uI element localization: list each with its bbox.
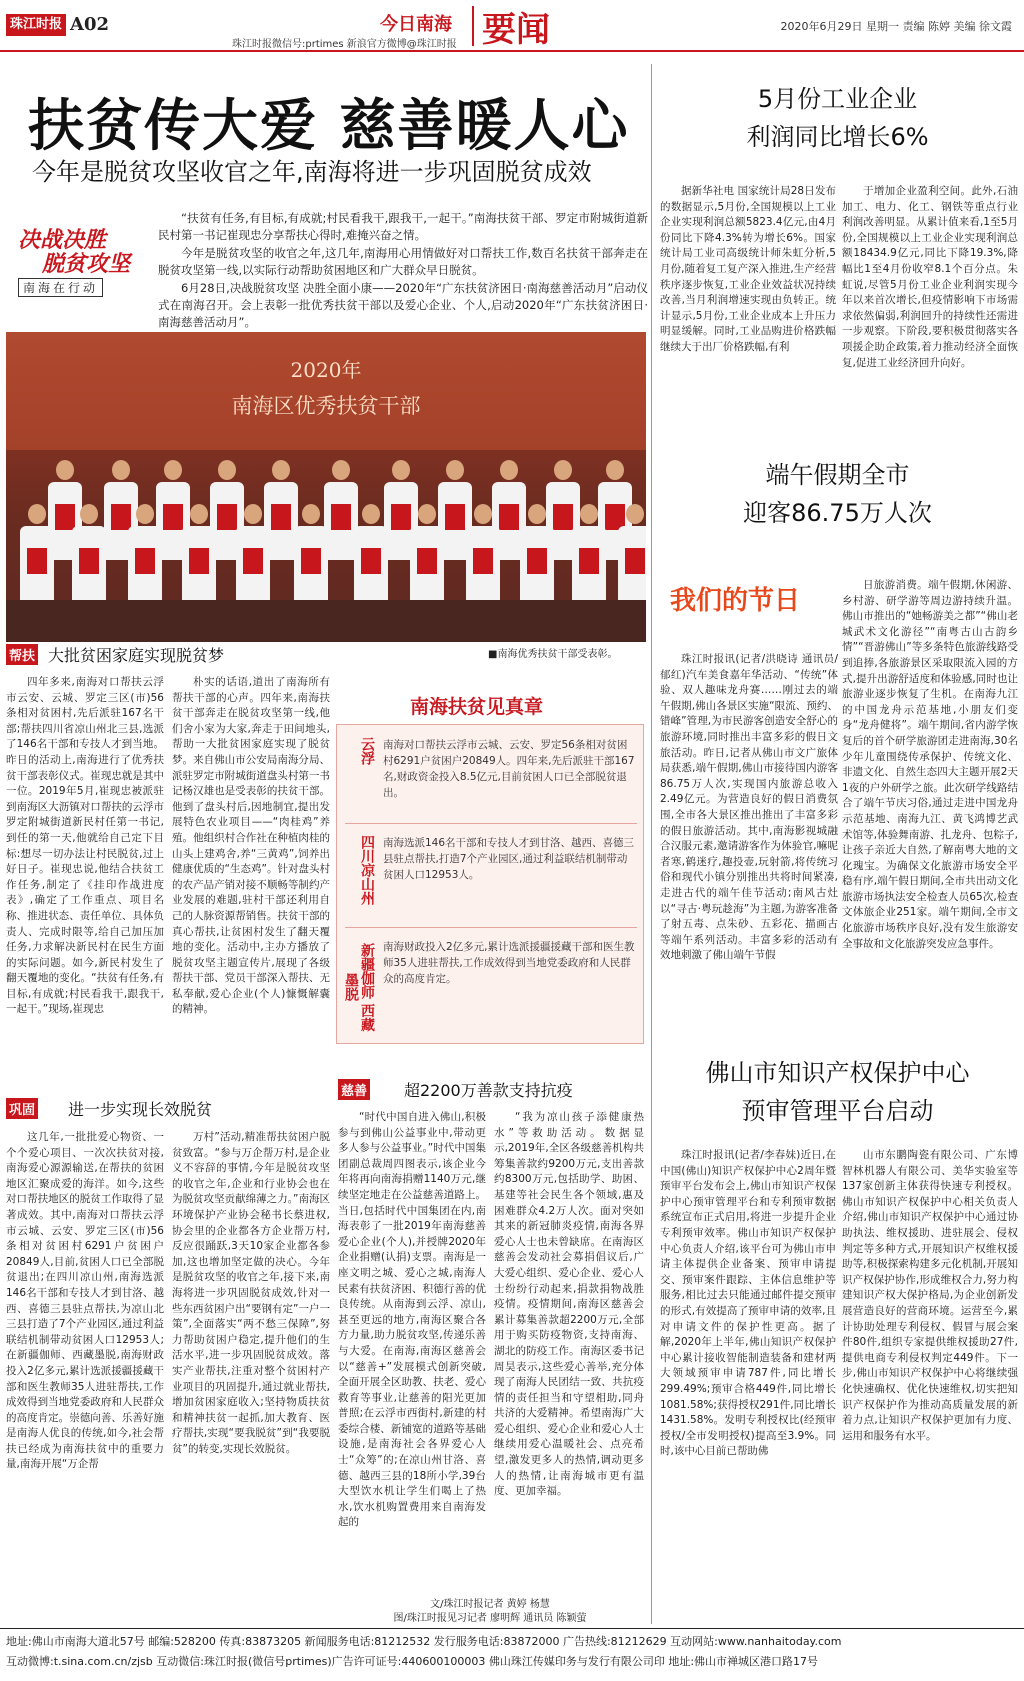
photo-person [20, 504, 54, 604]
photo-person [572, 504, 606, 604]
infobox-row-text: 南海对口帮扶云浮市云城、云安、罗定56条相对贫困村6291户贫困户20849人。四年来,先后派驻干部167名,财政资金投入8.5亿元,目前贫困人口已全部脱贫退出。 [383, 739, 635, 799]
infobox-row-label: 四川凉山州 [359, 835, 375, 905]
section-tag-consolidate: 巩固 [6, 1098, 38, 1119]
headline-line: 预审管理平台启动 [741, 1097, 934, 1125]
lead-intro-paragraph: 6月28日,决战脱贫攻坚 决胜全面小康——2020年“广东扶贫济困日·南海慈善活动月”启动仪式在南海召开。会上表彰一批优秀扶贫干部以及爱心企业、个人,启动2020年“广东扶贫济困日·南海慈善活动月”。 [158, 281, 648, 329]
article-headline [655, 1054, 1020, 1130]
footer-rule [0, 1628, 1024, 1629]
photo-stage [6, 600, 646, 642]
article-text: 珠江时报讯(记者/李春妹)近日,在中国(佛山)知识产权保护中心2周年暨预审平台发布会上,佛山市知识产权保护中心预审管理平台和专利预审数据系统宣布正式启用,将进一步提升企业专利预审效率。佛山市知识产权保护中心负责人介绍,该平台可为佛山市申请主体提供企业备案、预审申请提交、预审案件跟踪、主体信息维护等服务,相比过去只能通过邮件提交预审的形式,有效提高了预审申请的效率,且对申请文件的保护性更高。据了解,2020年上半年,佛山知识产权保护中心累计接收智能制造装备和建材两大领域预审申请787件,同比增长299.49%;预审合格449件,同比增长1081.58%;获得授权291件,同比增长1431.58%。发明专利授权比(经预审授权/全市发明授权)提高至3.9%。同时,该中心目前已帮助佛 [660, 1149, 836, 1458]
section-title-consolidate: 进一步实现长效脱贫 [68, 1100, 213, 1119]
photo-person [520, 504, 554, 604]
article-text: “时代中国自进入佛山,积极参与到佛山公益事业中,带动更多人参与公益事业。”时代中国集团副总裁周四图表示,该企业今年将再向南海捐赠1140万元,继续坚定地走在公益慈善道路上。当日,包括时代中国集团在内,南海表彰了一批2019年南海慈善爱心企业(个人),并授牌2020年企业捐赠(认捐)支票。南海是一座文明之城、爱心之城,南海人民素有扶贫济困、积德行善的优良传统。从南海到云浮、凉山,甚至更远的地方,南海区聚合各方力量,助力脱贫攻坚,传递乐善与大爱。在南海,南海区慈善会以“慈善+”发展模式创新突破,全面开展全区助教、扶老、爱心救育等事业,让慈善的阳光更加普照;在云浮市西街村,新建的村委综合楼、新铺宽的道路等基础设施,是南海社会各界爱心人士“众筹”的;在凉山州甘洛、喜德、越西三县的18所小学,39台大型饮水机让学生们喝上了热水,饮水机购置费用来自南海发起的 [338, 1111, 486, 1529]
photo-backdrop-banner [6, 332, 646, 450]
campaign-logo-line1: 决战决胜 [18, 227, 107, 253]
article-column [842, 578, 1018, 952]
byline-text: 文/珠江时报记者 黄婷 杨慧 [430, 1599, 550, 1610]
campaign-logo-tag: 南海在行动 [18, 278, 103, 297]
infobox-divider [345, 927, 637, 928]
infobox-row-liangshan [345, 835, 637, 919]
article-text: 四年多来,南海对口帮扶云浮市云安、云城、罗定三区(市)56条相对贫困村,先后派驻167名干部;帮扶四川省凉山州北三县,选派了146名干部和专技人才到当地。昨日的活动上,南海进行了优秀扶贫干部表彰仪式。崔现忠就是其中一位。2019年5月,崔现忠被派驻到南海区大沥镇对口帮扶的云浮市罗定附城街道新民村任第一书记,到任的第一天,他就给自己定下目标:想尽一切办法让村民脱贫,过上好日子。崔现忠说,他结合扶贫工作任务,制定了《挂印作战进度表》,确定了工作重点、项目名称、推进状态、责任单位、具体负责人、完成时限等,给自己加压加任务,力求解决新民村在民生方面的实际问题。如今,新民村发生了翻天覆地的变化。“扶贫有任务,有目标,有成就;村民看我干,跟我干,一起干。”现场,崔现忠 [6, 676, 164, 1016]
campaign-logo [18, 228, 140, 298]
newspaper-logo: 珠江时报 [6, 14, 66, 36]
article-headline [655, 456, 1020, 532]
headline-line: 端午假期全市 [765, 461, 910, 489]
article-text: 山市东鹏陶瓷有限公司、广东博智林机器人有限公司、美华实验室等137家创新主体获得快速专利授权。佛山市知识产权保护中心相关负责人介绍,佛山市知识产权保护中心通过协助执法、维权援助、进驻展会、侵权判定等多种方式,开展知识产权维权援助等,积极探索构建多元化机制,开展知识产权保护协作,形成维权合力,努力构建知识产权大保护格局,为企业创新发展营造良好的营商环境。运营至今,累计协助处理专利侵权、假冒与展会案件80件,组织专家提供维权援助27件,提供电商专利侵权判定449件。下一步,佛山市知识产权保护中心将继续强化快速确权、优化快速维权,切实把知识产权保护作为推动高质量发展的新着力点,让知识产权保护更加有力度、运用和服务有水平。 [842, 1149, 1018, 1442]
headline-line: 迎客86.75万人次 [743, 499, 932, 527]
headline-line: 5月份工业企业 [757, 85, 918, 113]
issue-date: 2020年6月29日 星期一 责编 陈婷 美编 徐文霞 [780, 20, 1012, 33]
headline-line: 佛山市知识产权保护中心 [705, 1059, 970, 1087]
infobox-row-xinjiang-tibet [345, 939, 637, 1035]
article-column [6, 1130, 164, 1473]
photo-person [72, 504, 106, 604]
article-column [660, 1148, 836, 1460]
masthead [0, 0, 1024, 52]
infobox [336, 724, 644, 1044]
festival-logo-text: 我们的节日 [670, 586, 801, 616]
lead-subheadline: 今年是脱贫攻坚收官之年,南海将进一步巩固脱贫成效 [32, 158, 592, 186]
article-text: 万村”活动,精准帮扶贫困户脱贫致富。“参与万企帮万村,是企业义不容辞的事情,今年是脱贫攻坚的收官之年,企业和行业协会也在为脱贫攻坚贡献绵薄之力。”南海区环境保护产业协会秘书长蔡进权,协会里的企业都各方企业帮万村,反应很踊跃,3天10家企业都各参加,这也增加坚定做的决心。今年是脱贫攻坚的收官之年,接下来,南海将进一步巩固脱贫成效,针对一些东西贫困户出“要钢有定”一户一策”,全面落实“两不愁三保障”,努力帮助贫困户稳定,提升他们的生活水平,进一步巩固脱贫成效。落实产业帮扶,注重对整个贫困村产业项目的巩固提升,通过就业帮扶,增加贫困家庭收入;坚持物质扶贫和精神扶贫一起抓,加大教育、医疗帮扶,实现“要我脱贫”到“我要脱贫”的转变,实现长效脱贫。 [172, 1131, 330, 1455]
infobox-divider [345, 823, 637, 824]
article-text: 于增加企业盈利空间。此外,石油加工、电力、化工、钢铁等重点行业利润改善明显。从累计值来看,1至5月份,全国规模以上工业企业实现利润总额18434.9亿元,同比下降19.3%,降幅比1至4月份收窄8.1个百分点。朱虹说,尽管5月份工业企业利润实现今年以来首次增长,但疫情影响下市场需求依然偏弱,利润回升的持续性还需进一步观察。下阶段,要积极贯彻落实各项援企助企政策,着力推动经济全面恢复,促进工业经济回升向好。 [842, 185, 1018, 369]
headline-line: 利润同比增长6% [746, 123, 929, 151]
lead-intro-paragraph: 今年是脱贫攻坚的收官之年,这几年,南海用心用情做好对口帮扶工作,数百名扶贫干部奔走在脱贫攻坚第一线,以实际行动帮助贫困地区和广大群众早日脱贫。 [158, 246, 648, 277]
lead-intro [158, 210, 648, 332]
footer-contact: 地址:佛山市南海大道北57号 邮编:528200 传真:83873205 新闻服务电话:81212532 发行服务电话:83872000 广告热线:81212629 互动网站:www.nanhaitoday.com [6, 1635, 842, 1648]
masthead-rule [0, 50, 1024, 52]
column-divider [651, 64, 652, 1624]
photo-person [466, 504, 500, 604]
lead-intro-paragraph: “扶贫有任务,有目标,有成就;村民看我干,跟我干,一起干。”南海扶贫干部、罗定市附城街道新民村第一书记崔现忠分享帮扶心得时,难掩兴奋之情。 [158, 211, 648, 242]
article-text: “我为凉山孩子添健康热水”等救助活动。数据显示,2019年,全区各级慈善机构共筹集善款约9200万元,支出善款约8300万元,包括助学、助困、基建等社会民生各个领域,惠及困难群众4.2万人次。面对突如其来的新冠肺炎疫情,南海各界爱心人士也未曾缺席。在南海区慈善会发动社会募捐倡议后,广大爱心组织、爱心企业、爱心人士纷纷行动起来,捐款捐物战胜疫情。疫情期间,南海区慈善会累计募集善款超2200万元,全部用于购买防疫物资,支持南海、湖北的防疫工作。南海区委书记周昊表示,这些爱心善举,充分体现了南海人民团结一致、共抗疫情的责任担当和守望相助,同舟共济的大爱精神。希望南海广大爱心组织、爱心企业和爱心人士继续用爱心温暖社会、点亮希望,激发更多人的热情,调动更多人的热情,让南海城市更有温度、更加幸福。 [494, 1111, 644, 1498]
byline-photo: 图/珠江时报见习记者 廖明辉 通讯员 陈颖萤 [393, 1613, 587, 1624]
award-photo [6, 332, 646, 642]
masthead-divider [472, 6, 474, 46]
section-title-help: 大批贫困家庭实现脱贫梦 [48, 646, 225, 665]
infobox-row-text: 南海财政投入2亿多元,累计选派援疆援藏干部和医生教师35人进驻帮扶,工作成效得到当地党委政府和人民群众的高度肯定。 [383, 941, 635, 985]
banner-title: 南海区优秀扶贫干部 [231, 394, 421, 418]
photo-person [410, 504, 444, 604]
article-column [172, 1130, 330, 1457]
footer-printing: 互动微博:t.sina.com.cn/zjsb 互动微信:珠江时报(微信号prtimes)广告许可证号:440600100003 佛山珠江传媒印务与发行有限公司印 地址:佛山市禅城区港口路17号 [6, 1655, 819, 1668]
article-column [6, 675, 164, 1018]
article-column [842, 184, 1018, 371]
section-tag-help: 帮扶 [6, 644, 38, 665]
article-column [172, 675, 330, 1018]
article-headline [655, 80, 1020, 156]
section-name: 要闻 [482, 10, 550, 50]
banner-year: 2020年 [290, 358, 362, 382]
photo-person [294, 504, 328, 604]
article-column [494, 1110, 644, 1500]
photo-person [618, 504, 646, 604]
article-column [842, 1148, 1018, 1444]
article-text: 据新华社电 国家统计局28日发布的数据显示,5月份,全国规模以上工业企业实现利润总额5823.4亿元,由4月份同比下降4.3%转为增长6%。国家统计局工业司高级统计师朱虹分析,5月份,随着复工复产深入推进,生产经营秩序逐步恢复,工业企业效益状况持续改善,当月利润增速实现由负转正。统计显示,5月份,工业企业成本上升压力明显缓解。同时,工业品购进价格跌幅继续大于出厂价格跌幅,有利 [660, 185, 836, 353]
article-text: 朴实的话语,道出了南海所有帮扶干部的心声。四年来,南海扶贫干部奔走在脱贫攻坚第一线,他们舍小家为大家,奔走于田间地头,帮助一大批贫困家庭实现了脱贫梦。来自佛山市公安局南海分局、派驻罗定市附城街道盘头村第一书记杨汉雄也是受表彰的扶贫干部。他到了盘头村后,因地制宜,提出发展特色农业项目——“肉桂鸡”养殖。他组织村合作社在种植肉桂的山头上建鸡舍,养“三黄鸡”,饲养出健康优质的“生态鸡”。针对盘头村的农产品产销对接不顺畅等制约产业发展的难题,驻村干部还利用自己的人脉资源帮销售。扶贫干部的真心帮扶,让贫困村发生了翻天覆地的变化。活动中,主办方播放了脱贫攻坚主题宣传片,展现了各级帮扶干部、党员干部深入帮扶、无私奉献,爱心企业(个人)慷慨解囊的精神。 [172, 676, 330, 1016]
lead-headline: 扶贫传大爱 慈善暖人心 [28, 93, 630, 159]
article-column [660, 184, 836, 356]
infobox-title: 南海扶贫见真章 [410, 696, 544, 718]
infobox-row-label: 新疆伽师 西藏墨脱 [343, 942, 375, 1032]
page-number: A02 [70, 14, 110, 35]
article-column [338, 1110, 486, 1531]
photo-person [236, 504, 270, 604]
infobox-row-text: 南海选派146名干部和专技人才到甘洛、越西、喜德三县驻点帮扶,打造7个产业园区,通过利益联结机制带动贫困人口12953人。 [383, 837, 635, 881]
social-accounts: 珠江时报微信号:prtimes 新浪官方微博@珠江时报 [232, 39, 457, 50]
article-text: 珠江时报讯(记者/洪晓诗 通讯员/郁红)汽车美食嘉年华活动、“传统”体验、双人趣味龙舟赛……刚过去的端午假期,佛山各景区实施“限流、预约、错峰”管理,为市民游客创造安全舒心的旅游环境,同时推出丰富多彩的假日文旅活动。昨日,记者从佛山市文广旅体局获悉,端午假期,佛山市接待国内游客86.75万人次,实现国内旅游总收入2.49亿元。为营造良好的假日消费氛围,全市各大景区推出推出了丰富多彩的假日旅游活动。其中,南海影视城融合汉服元素,邀请游客作为体验官,嘛呢者寒,鹤迷疗,趣投壶,玩射箭,将传统习俗和现代小镇分别推出共将时间紧凑,走进古代的端午佳节活动;南风古灶以“寻古·粤玩趁海”为主题,为游客准备了射五毒、点朱砂、五彩花、描画古等端午系列活动。丰富多彩的活动有效地刺激了佛山端午节假 [660, 653, 838, 962]
campaign-logo-line2: 脱贫攻坚 [42, 251, 131, 277]
photo-person [128, 504, 162, 604]
infobox-row-yunfu [345, 737, 637, 815]
photo-person [182, 504, 216, 604]
festival-logo [660, 568, 800, 640]
section-tag-charity: 慈善 [338, 1079, 370, 1100]
infobox-row-label: 云浮 [359, 737, 375, 765]
byline [336, 1598, 644, 1626]
photo-person [324, 460, 358, 560]
section-title-charity: 超2200万善款支持抗疫 [404, 1081, 573, 1100]
article-text: 日旅游消费。端午假期,休闲游、乡村游、研学游等周边游持续升温。佛山市推出的“她畅游美之都”“佛山老城武术文化游径”“南粤古山古韵乡情”“晋游佛山”等多条特色旅游线路受到追捧,各旅游景区采取限流入园的方式,提升出游舒适度和体验感,同时也让旅游业逐步恢复了生机。在南海九江的中国龙舟示范基地,小朋友们变身“龙舟健将”。端午期间,省内游学恢复后的首个研学旅游团走进南海,30名少年儿童围绕传承保护、传统文化、非遗文化、自然生态四大主题开展2天1夜的户外研学之旅。此次研学线路结合了端午节庆习俗,通过走进中国龙舟示范基地、南海九江、黄飞鸿博艺武术馆等,体验舞南游、扎龙舟、包粽子,让孩子亲近大自然,了解南粤大地的文化瑰宝。为确保文化旅游市场安全平稳有序,端午假日期间,全市共出动文化旅游市场执法安全检查人员65次,检查文体旅企业251家。端午期间,全市文化旅游市场秩序良好,没有发生旅游安全事故和文化旅游突发应急事件。 [842, 579, 1018, 950]
article-column [660, 652, 838, 964]
photo-caption: ■南海优秀扶贫干部受表彰。 [488, 649, 618, 660]
brand-name: 今日南海 [380, 14, 452, 35]
photo-person [354, 504, 388, 604]
article-text: 这几年,一批批爱心物资、一个个爱心项目、一次次扶贫对接,南海爱心源源输送,在帮扶的贫困地区汇聚成爱的海洋。如今,这些对口帮扶地区的脱贫工作取得了显著成效。其中,南海对口帮扶云浮市云城、云安、罗定三区(市)56条相对贫困村6291户贫困户20849人,目前,贫困人口已全部脱贫退出;在四川凉山州,南海选派146名干部和专技人才到甘洛、越西、喜德三县驻点帮扶,为凉山北三县打造了7个产业园区,通过利益联结机制带动贫困人口12953人;在新疆伽师、西藏墨脱,南海财政投入2亿多元,累计选派援疆援藏干部和医生教师35人进驻帮扶,工作成效得到当地党委政府和人民群众的高度肯定。崇德向善、乐善好施是南海人优良的传统,如今,社会帮扶已经成为南海扶贫中的重要力量,南海开展“万企帮 [6, 1131, 164, 1471]
